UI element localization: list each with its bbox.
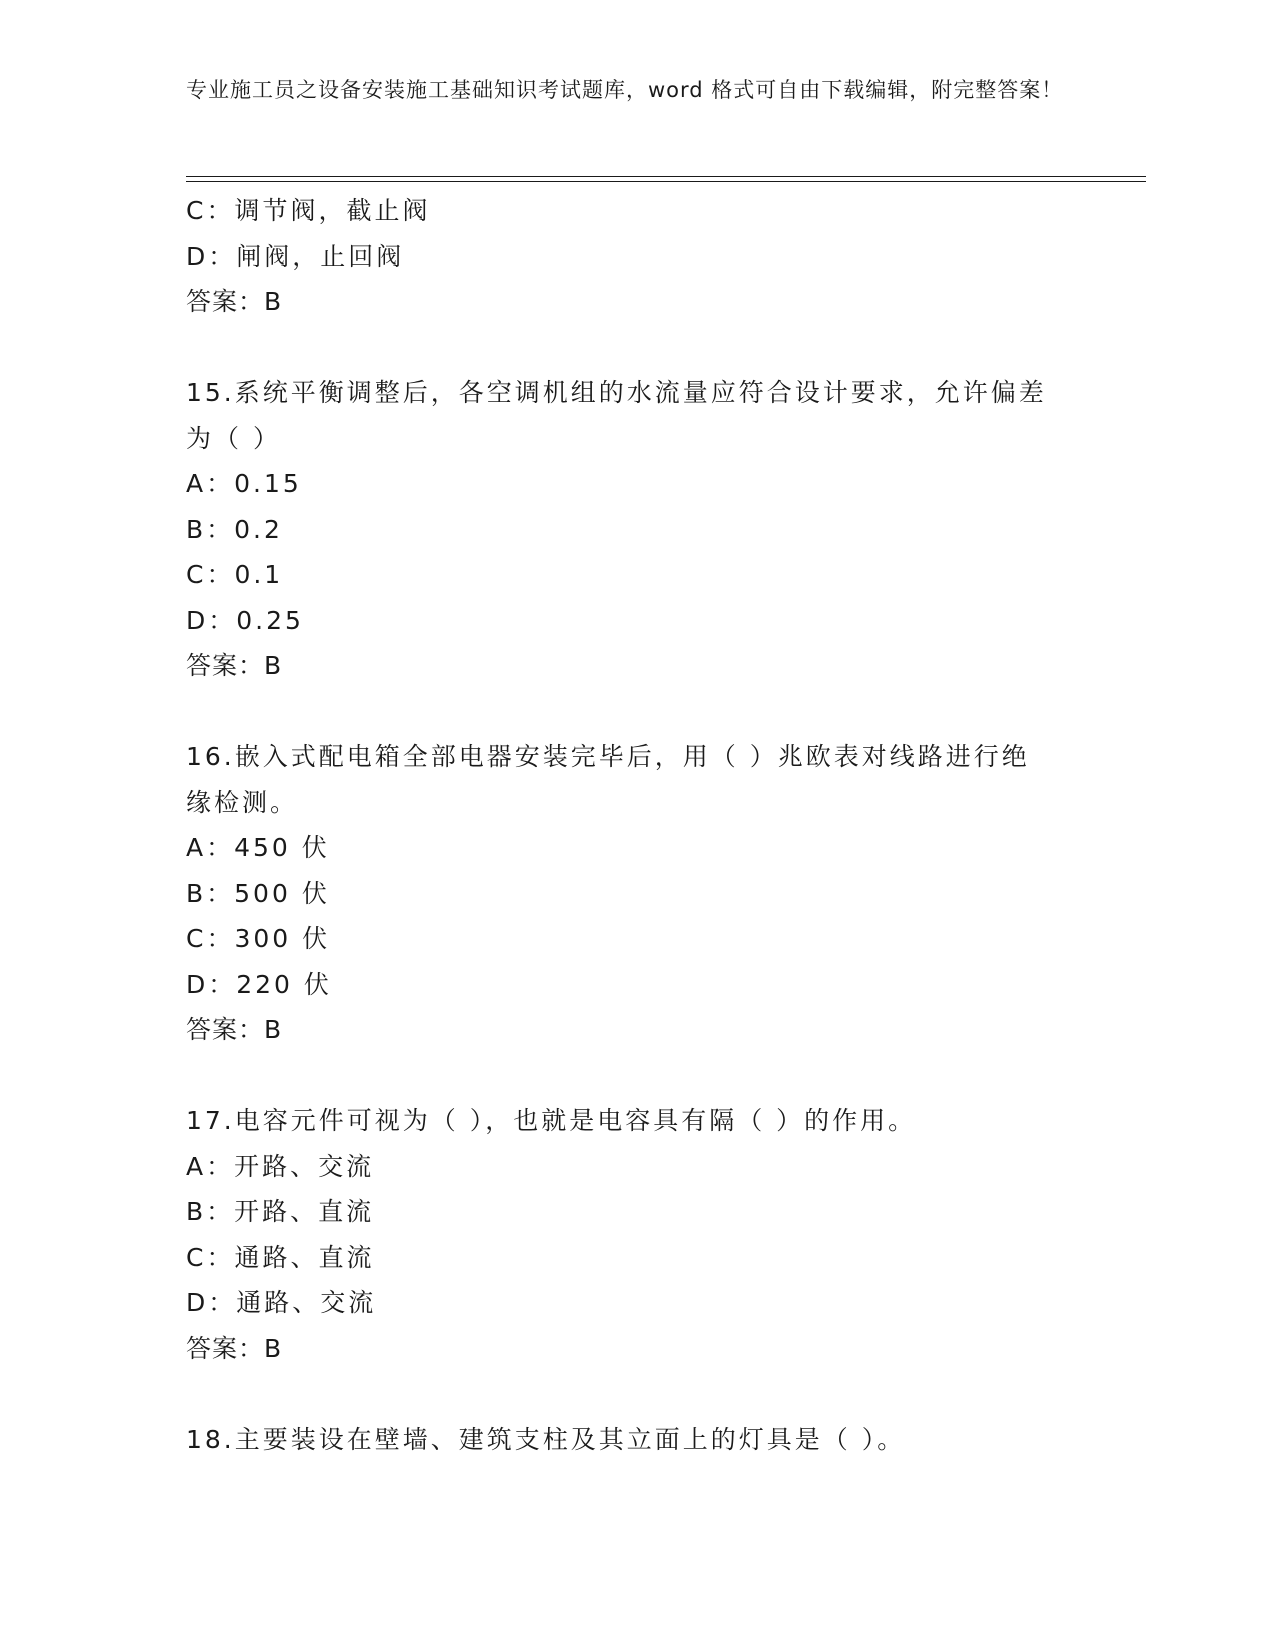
spacer — [186, 689, 1146, 735]
question-17-option-c: C：通路、直流 — [186, 1242, 375, 1272]
question-18-text: 18.主要装设在壁墙、建筑支柱及其立面上的灯具是（ ）。 — [186, 1424, 906, 1454]
question-17-text: 17.电容元件可视为（ ），也就是电容具有隔（ ）的作用。 — [186, 1106, 917, 1135]
question-16-text: 16.嵌入式配电箱全部电器安装完毕后，用（ ）兆欧表对线路进行绝 — [186, 742, 1030, 771]
page-header-text: 专业施工员之设备安装施工基础知识考试题库，word 格式可自由下载编辑，附完整答案！ — [186, 78, 1064, 102]
question-16-option-c: C：300 伏 — [186, 924, 331, 953]
question-15-option-b: B：0.2 — [186, 514, 283, 544]
question-15-answer: 答案：B — [186, 651, 283, 680]
question-15-option-a: A：0.15 — [186, 469, 302, 498]
question-15-option-c: C：0.1 — [186, 560, 284, 589]
question-17-option-a: A：开路、交流 — [186, 1151, 375, 1181]
question-17-answer: 答案：B — [186, 1333, 283, 1363]
question-16-text-cont: 缘检测。 — [186, 787, 299, 817]
spacer — [186, 1371, 1146, 1417]
question-15-option-d: D：0.25 — [186, 605, 304, 635]
question-15-text: 15.系统平衡调整后，各空调机组的水流量应符合设计要求，允许偏差 — [186, 378, 1047, 407]
question-16-option-a: A：450 伏 — [186, 833, 330, 862]
question-16-answer: 答案：B — [186, 1015, 283, 1044]
question-16-option-b: B：500 伏 — [186, 878, 330, 908]
header-rule-top — [186, 176, 1146, 177]
header-rule-bottom — [186, 181, 1146, 182]
spacer — [186, 1053, 1146, 1099]
question-17-option-d: D：通路、交流 — [186, 1288, 377, 1317]
question-17-option-b: B：开路、直流 — [186, 1197, 375, 1226]
option-c: C：调节阀，截止阀 — [186, 196, 431, 225]
answer-line: 答案：B — [186, 287, 283, 316]
option-d: D：闸阀，止回阀 — [186, 241, 405, 271]
spacer — [186, 325, 1146, 371]
question-15-text-cont: 为（ ） — [186, 423, 281, 453]
question-content — [186, 188, 1146, 1462]
question-16-option-d: D：220 伏 — [186, 969, 332, 999]
